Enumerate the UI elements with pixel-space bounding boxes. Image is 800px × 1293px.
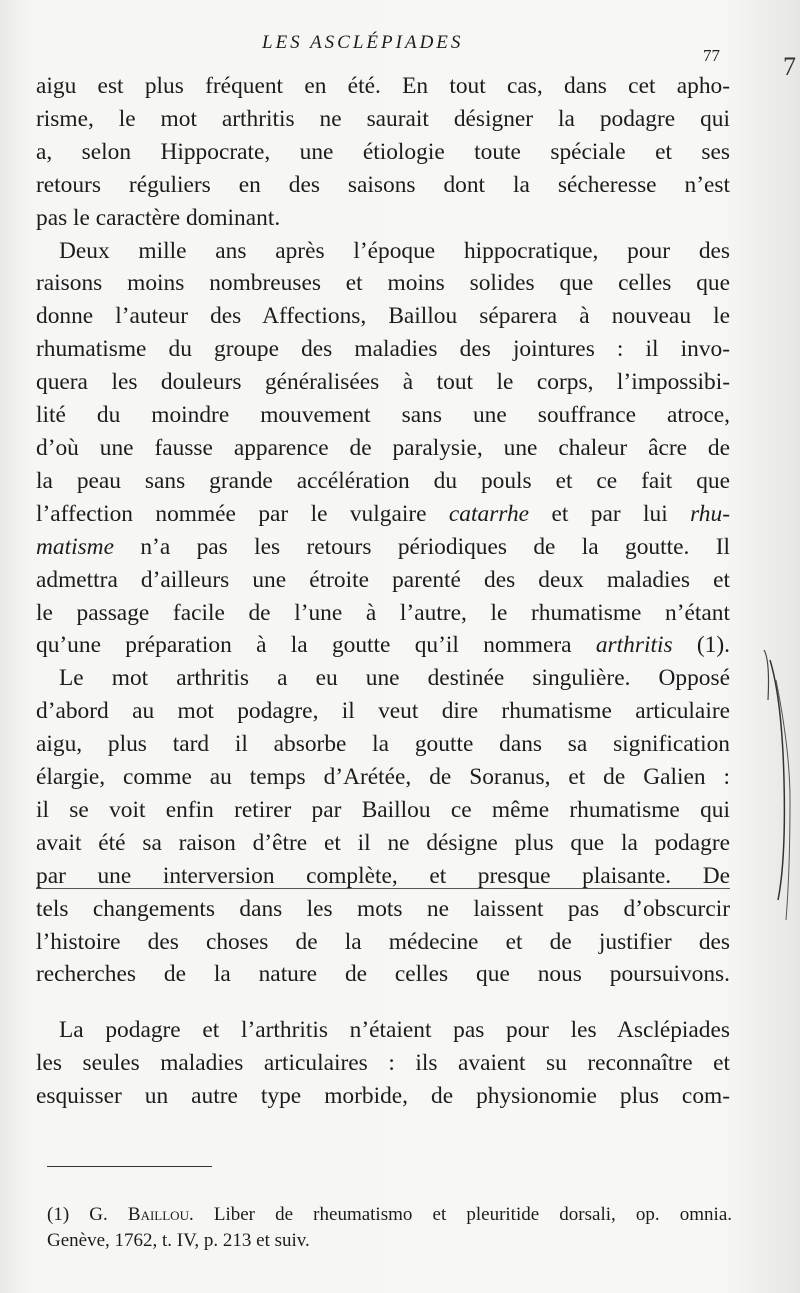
text-segment: (1) G. [47, 1204, 108, 1225]
paragraph-gap [36, 991, 730, 1014]
text-segment: et par lui [551, 500, 668, 527]
text-line: la peau sans grande accélération du pouls et ce fait que [36, 467, 730, 494]
italic-term: arthritis [595, 632, 673, 659]
text-line: admettra d’ailleurs une étroite parenté des deux maladies et [36, 566, 730, 593]
italic-term: matisme [36, 533, 114, 560]
text-line: aigu est plus fréquent en été. En tout cas, dans cet apho- [36, 73, 730, 99]
text-line: élargie, comme au temps d’Arétée, de Soranus, et de Galien : [36, 764, 730, 791]
text-line [36, 498, 730, 531]
text-line: retours réguliers en des saisons dont la sécheresse n’est [36, 171, 730, 198]
text-line: Deux mille ans après l’époque hippocratique, pour des [59, 237, 730, 264]
text-line: l’histoire des choses de la médecine et de justifier des [36, 928, 730, 955]
italic-term: rhu- [690, 500, 730, 527]
page-header [0, 32, 800, 65]
body-text [36, 70, 730, 1113]
text-line: esquisser un autre type morbide, de physionomie plus com- [36, 1083, 730, 1110]
text-line: donne l’auteur des Affections, Baillou séparera à nouveau le [36, 303, 730, 330]
paragraph-2 [36, 235, 730, 663]
text-line: lité du moindre mouvement sans une souffrance atroce, [36, 402, 730, 429]
footnote-ref: (1). [696, 632, 730, 659]
author-name: Baillou [127, 1204, 189, 1225]
footnote-line [47, 1202, 732, 1228]
paragraph-3 [36, 662, 730, 991]
text-line: La podagre et l’arthritis n’étaient pas pour les Asclépiades [59, 1017, 730, 1044]
text-line: d’où une fausse apparence de paralysie, une chaleur âcre de [36, 434, 730, 461]
text-segment: qu’une préparation à la goutte qu’il nommera [36, 632, 572, 659]
text-line-underlined: par une interversion complète, et presque plaisante. De [36, 862, 730, 889]
text-line: le passage facile de l’une à l’autre, le rhumatisme n’étant [36, 599, 730, 626]
text-line [36, 629, 730, 662]
text-line: pas le caractère dominant. [36, 204, 281, 231]
text-segment: l’affection nommée par le vulgaire [36, 500, 427, 527]
text-line: risme, le mot arthritis ne saurait désigner la podagre qui [36, 105, 730, 132]
text-line: raisons moins nombreuses et moins solides que celles que [36, 270, 730, 297]
text-line: recherches de la nature de celles que nous poursuivons. [36, 961, 730, 988]
text-line: les seules maladies articulaires : ils avaient su reconnaître et [36, 1050, 730, 1077]
text-line: d’abord au mot podagre, il veut dire rhumatisme articulaire [36, 698, 730, 725]
text-segment: n’a pas les retours périodiques de la goutte. Il [140, 533, 730, 560]
text-line: il se voit enfin retirer par Baillou ce même rhumatisme qui [36, 796, 730, 823]
footnote-rule [47, 1166, 212, 1167]
corner-pencil-mark: 7 [783, 52, 796, 81]
text-line: avait été sa raison d’être et il ne désigne plus que la podagre [36, 829, 730, 856]
text-line: aigu, plus tard il absorbe la goutte dans sa signification [36, 731, 730, 758]
text-line: a, selon Hippocrate, une étiologie toute spéciale et ses [36, 138, 730, 165]
text-line: rhumatisme du groupe des maladies des jointures : il invo- [36, 336, 730, 363]
italic-term: catarrhe [448, 500, 530, 527]
text-segment: . Liber de rheumatismo et pleuritide dorsali, op. omnia. [188, 1204, 732, 1225]
text-line: quera les douleurs généralisées à tout le corps, l’impossibi- [36, 369, 730, 396]
paragraph-1 [36, 70, 730, 235]
margin-pencil-brackets [760, 640, 794, 940]
text-line: tels changements dans les mots ne laissent pas d’obscurcir [36, 895, 730, 922]
footnote [47, 1202, 732, 1254]
page-number: 77 [703, 46, 720, 65]
text-line: Le mot arthritis a eu une destinée singulière. Opposé [59, 665, 730, 692]
paragraph-4 [36, 1014, 730, 1113]
text-line [36, 531, 730, 564]
footnote-line: Genève, 1762, t. IV, p. 213 et suiv. [47, 1230, 310, 1251]
running-title: LES ASCLÉPIADES [262, 32, 464, 53]
